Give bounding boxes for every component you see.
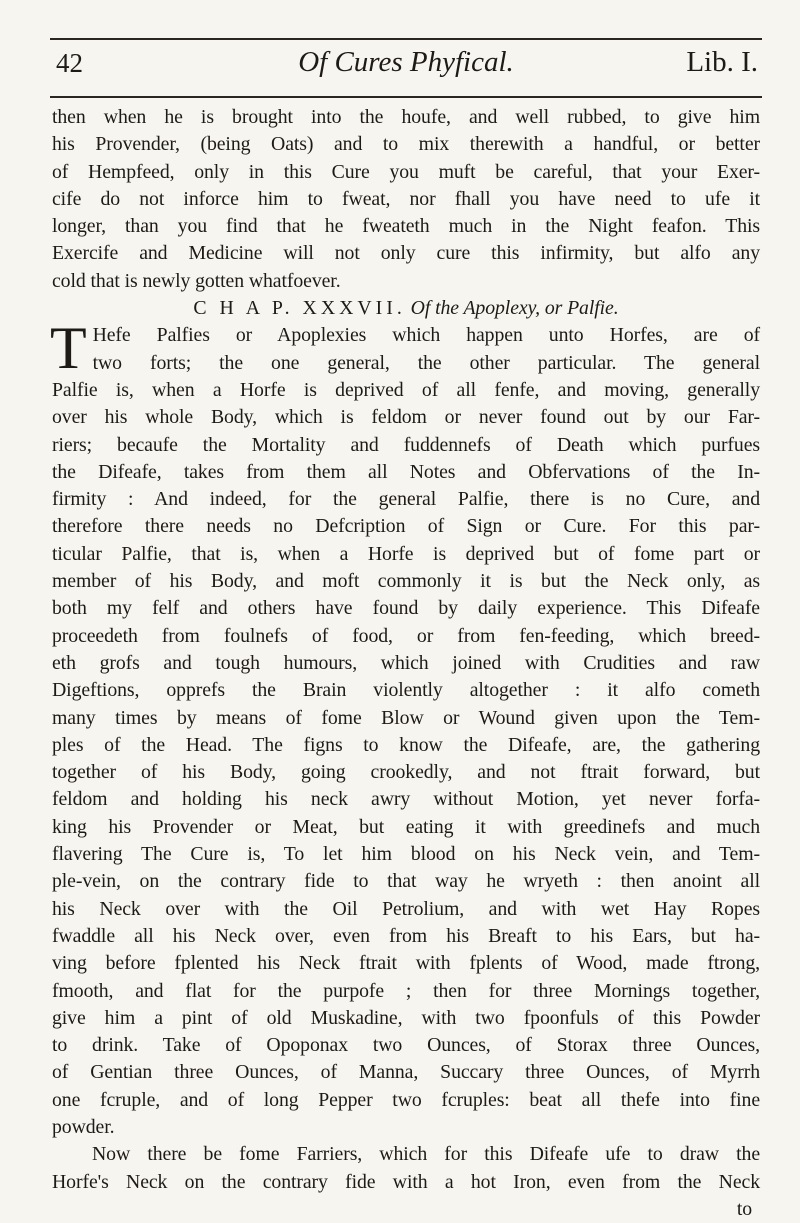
text-line: his Provender, (being Oats) and to mix therewith a handful, or better <box>52 133 760 156</box>
text-line: Hefe Palfies or Apoplexies which happen unto Horfes, are of <box>92 324 760 347</box>
text-line: then when he is brought into the houfe, and well rubbed, to give him <box>52 106 760 128</box>
chapter-title: Of the Apoplexy, or Palfie. <box>410 297 619 320</box>
text-line: longer, than you find that he fweateth much in the Night feafon. This <box>52 215 760 238</box>
text-line: to drink. Take of Opoponax two Ounces, of Storax three Ounces, <box>52 1034 760 1057</box>
text-line: Now there be fome Farriers, which for this Difeafe ufe to draw the <box>92 1143 760 1166</box>
drop-cap: T <box>50 315 87 382</box>
text-line: Horfe's Neck on the contrary fide with a hot Iron, even from the Neck <box>52 1170 760 1193</box>
chapter-number: C H A P. XXXVII. <box>193 297 406 320</box>
text-line: Palfie is, when a Horfe is deprived of all fenfe, and moving, generally <box>52 378 760 401</box>
text-line: fwaddle all his Neck over, even from his Breaft to his Ears, but ha- <box>52 924 760 947</box>
text-line: his Neck over with the Oil Petrolium, and with wet Hay Ropes <box>52 897 760 920</box>
text-line: together of his Body, going crookedly, and not ftrait forward, but <box>52 761 760 784</box>
text-line: proceedeth from foulnefs of food, or from fen-feeding, which breed- <box>52 624 760 647</box>
text-line: both my felf and others have found by daily experience. This Difeafe <box>52 597 760 620</box>
text-line: firmity : And indeed, for the general Palfie, there is no Cure, and <box>52 488 760 511</box>
text-line: two forts; the one general, the other particular. The general <box>92 351 760 374</box>
text-line: eth grofs and tough humours, which joined with Crudities and raw <box>52 651 760 674</box>
text-line: feldom and holding his neck awry without Motion, yet never forfa- <box>52 788 760 811</box>
text-line: flavering The Cure is, To let him blood on his Neck vein, and Tem- <box>52 843 760 866</box>
text-line: many times by means of fome Blow or Wound given upon the Tem- <box>52 706 760 729</box>
text-line: Digeftions, opprefs the Brain violently altogether : it alfo cometh <box>52 679 760 702</box>
text-line: ples of the Head. The figns to know the Difeafe, are, the gathering <box>52 733 760 756</box>
text-line: member of his Body, and moft commonly it is but the Neck only, as <box>52 570 760 593</box>
page-number: 42 <box>56 48 83 78</box>
text-line: ticular Palfie, that is, when a Horfe is deprived but of fome part or <box>52 542 760 565</box>
text-line: therefore there needs no Defcription of Sign or Cure. For this par- <box>52 515 760 538</box>
text-line: fmooth, and flat for the purpofe ; then for three Mornings together, <box>52 979 760 1002</box>
chapter-heading <box>52 295 760 322</box>
text-line: riers; becaufe the Mortality and fuddennefs of Death which purfues <box>52 433 760 456</box>
text-line: one fcruple, and of long Pepper two fcruples: beat all thefe into fine <box>52 1088 760 1111</box>
text-line: give him a pint of old Muskadine, with two fpoonfuls of this Powder <box>52 1006 760 1029</box>
text-line: cold that is newly gotten whatfoever. <box>52 269 341 292</box>
text-line: ple-vein, on the contrary fide to that way he wryeth : then anoint all <box>52 870 760 893</box>
text-line: of Gentian three Ounces, of Manna, Succary three Ounces, of Myrrh <box>52 1061 760 1084</box>
text-line: over his whole Body, which is feldom or never found out by our Far- <box>52 406 760 429</box>
running-title: Of Cures Phyfical. <box>298 46 514 78</box>
page-header <box>50 38 762 98</box>
page-body <box>52 104 760 1223</box>
second-paragraph <box>52 1141 760 1223</box>
text-line: cife do not inforce him to fweat, nor fhall you have need to ufe it <box>52 187 760 210</box>
text-line: ving before fplented his Neck ftrait with fplents of Wood, made ftrong, <box>52 952 760 975</box>
opening-paragraph <box>52 104 760 295</box>
text-line: Exercife and Medicine will not only cure this infirmity, but alfo any <box>52 242 760 265</box>
text-line: the Difeafe, takes from them all Notes and Obfervations of the In- <box>52 460 760 483</box>
book-reference: Lib. I. <box>686 46 758 78</box>
text-line: of Hempfeed, only in this Cure you muft be careful, that your Exer- <box>52 160 760 183</box>
catchword: to <box>736 1197 752 1220</box>
first-paragraph <box>50 315 760 1141</box>
text-line: powder. <box>52 1115 115 1138</box>
text-line: king his Provender or Meat, but eating it with greedinefs and much <box>52 815 760 838</box>
